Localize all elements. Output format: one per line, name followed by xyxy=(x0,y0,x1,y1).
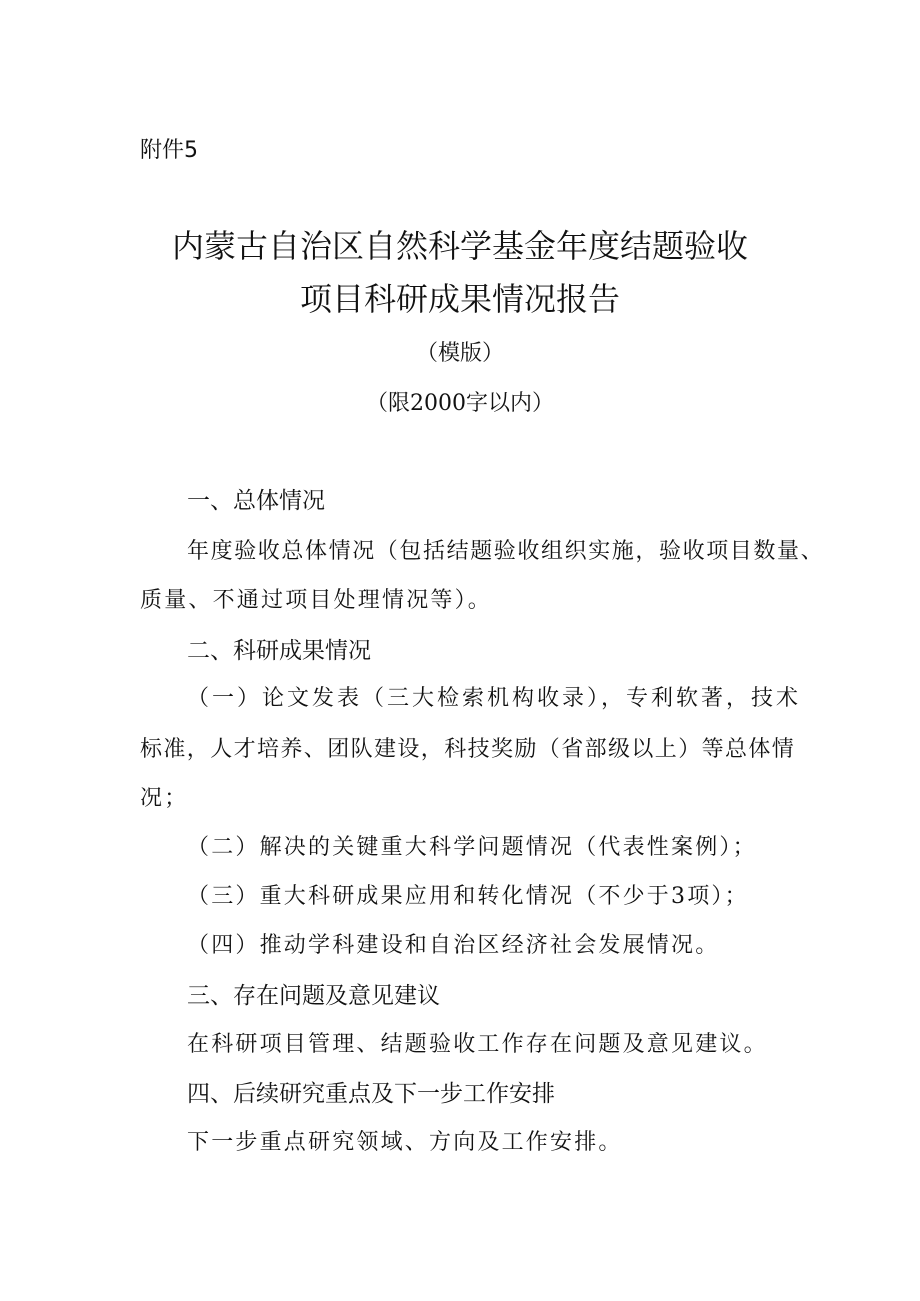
section-2-item-1-line-1: （一）论文发表（三大检索机构收录），专利软著，技术 xyxy=(187,686,802,711)
section-2-heading: 二、科研成果情况 xyxy=(187,638,371,664)
section-1-text-line-2: 质量、不通过项目处理情况等）。 xyxy=(140,588,493,613)
section-4-text-line-1: 下一步重点研究领域、方向及工作安排。 xyxy=(187,1130,623,1155)
section-1-text-line-1: 年度验收总体情况（包括结题验收组织实施，验收项目数量、 xyxy=(187,539,825,564)
section-2-item-4: （四）推动学科建设和自治区经济社会发展情况。 xyxy=(187,933,720,958)
section-3-heading: 三、存在问题及意见建议 xyxy=(187,983,440,1009)
section-2-item-1-line-3: 况； xyxy=(140,786,189,811)
section-1-heading: 一、总体情况 xyxy=(187,488,325,514)
section-2-item-1-line-2: 标准，人才培养、团队建设，科技奖励（省部级以上）等总体情 xyxy=(140,737,796,762)
section-3-text-line-1: 在科研项目管理、结题验收工作存在问题及意见建议。 xyxy=(187,1032,768,1057)
section-4-heading: 四、后续研究重点及下一步工作安排 xyxy=(187,1081,555,1107)
word-limit-note: （限2000字以内） xyxy=(366,391,554,416)
section-2-item-3: （三）重大科研成果应用和转化情况（不少于3项）； xyxy=(187,884,749,909)
section-2-item-2: （二）解决的关键重大科学问题情况（代表性案例）； xyxy=(187,835,757,860)
template-note: （模版） xyxy=(415,341,504,366)
title-line-1: 内蒙古自治区自然科学基金年度结题验收 xyxy=(171,227,748,265)
title-line-2: 项目科研成果情况报告 xyxy=(299,280,620,318)
attachment-label: 附件5 xyxy=(140,138,198,163)
